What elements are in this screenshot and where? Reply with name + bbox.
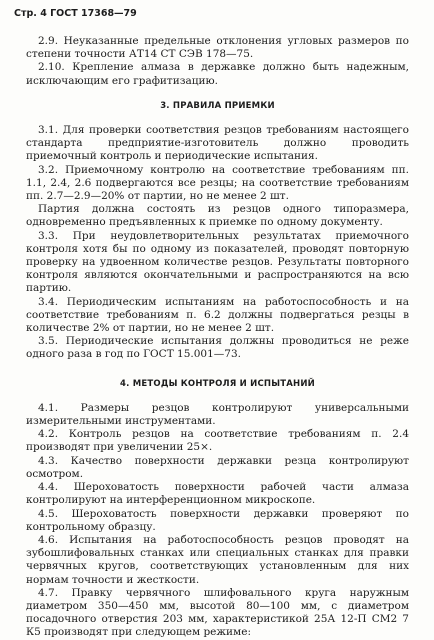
section-3-heading: 3. ПРАВИЛА ПРИЕМКИ <box>160 100 275 111</box>
paragraph-4-1: 4.1. Размеры резцов контролируют универсальными измерительными инструментами. <box>26 401 409 428</box>
page-header: Стр. 4 ГОСТ 17368—79 <box>14 8 137 19</box>
document-body <box>26 35 409 640</box>
paragraph-4-5: 4.5. Шероховатость поверхности державки проверяют по контрольному образцу. <box>26 507 409 533</box>
paragraph-2-10: 2.10. Крепление алмаза в державке должно быть надежным, исключающим его графитизацию. <box>26 61 409 87</box>
paragraph-4-7: 4.7. Правку червячного шлифовального круга наружным диаметром 350—450 мм, высотой 80—100 мм, с диаметром посадочного отверстия 203 мм, характеристикой 25А 12-П СМ2 7 К5 производят при следующем режиме: <box>26 586 409 639</box>
section-4-heading: 4. МЕТОДЫ КОНТРОЛЯ И ИСПЫТАНИЙ <box>120 378 315 389</box>
paragraph-3-4: 3.4. Периодическим испытаниям на работоспособность и на соответствие требованиям п. 6.2 должны подвергаться резцы в количестве 2% от партии, но не менее 2 шт. <box>26 295 409 335</box>
paragraph-3-5: 3.5. Периодические испытания должны проводиться не реже одного раза в год по ГОСТ 15.001—73. <box>26 335 409 361</box>
paragraph-3-2: 3.2. Приемочному контролю на соответствие требованиям пп. 1.1, 2.4, 2.6 подвергаются все резцы; на соответствие требованиям пп. 2.7—2.9—20% от партии, но не менее 2 шт. <box>26 163 409 203</box>
paragraph-3-2-batch: Партия должна состоять из резцов одного типоразмера, одновременно предъявленных к приемке по одному документу. <box>26 203 409 229</box>
paragraph-4-3: 4.3. Качество поверхности державки резца контролируют осмотром. <box>26 454 409 480</box>
paragraph-3-1: 3.1. Для проверки соответствия резцов требованиям настоящего стандарта предприятие-изготовитель должно проводить приемочный контроль и периодические испытания. <box>26 124 409 163</box>
paragraph-4-4: 4.4. Шероховатость поверхности рабочей части алмаза контролируют на интерференционном микроскопе. <box>26 481 409 507</box>
paragraph-4-2: 4.2. Контроль резцов на соответствие требованиям п. 2.4 производят при увеличении 25×. <box>26 428 409 454</box>
paragraph-2-9: 2.9. Неуказанные предельные отклонения угловых размеров по степени точности АТ14 СТ СЭВ 178—75. <box>26 35 409 61</box>
paragraph-4-6: 4.6. Испытания на работоспособность резцов проводят на зубошлифовальных станках или специальных станках для правки червячных кругов, соответствующих установленным для них нормам точности и жесткости. <box>26 533 409 586</box>
paragraph-3-3: 3.3. При неудовлетворительных результатах приемочного контроля хотя бы по одному из показателей, проводят повторную проверку на удвоенном количестве резцов. Результаты повторного контроля являются окончательными и распространяются на всю партию. <box>26 229 409 295</box>
